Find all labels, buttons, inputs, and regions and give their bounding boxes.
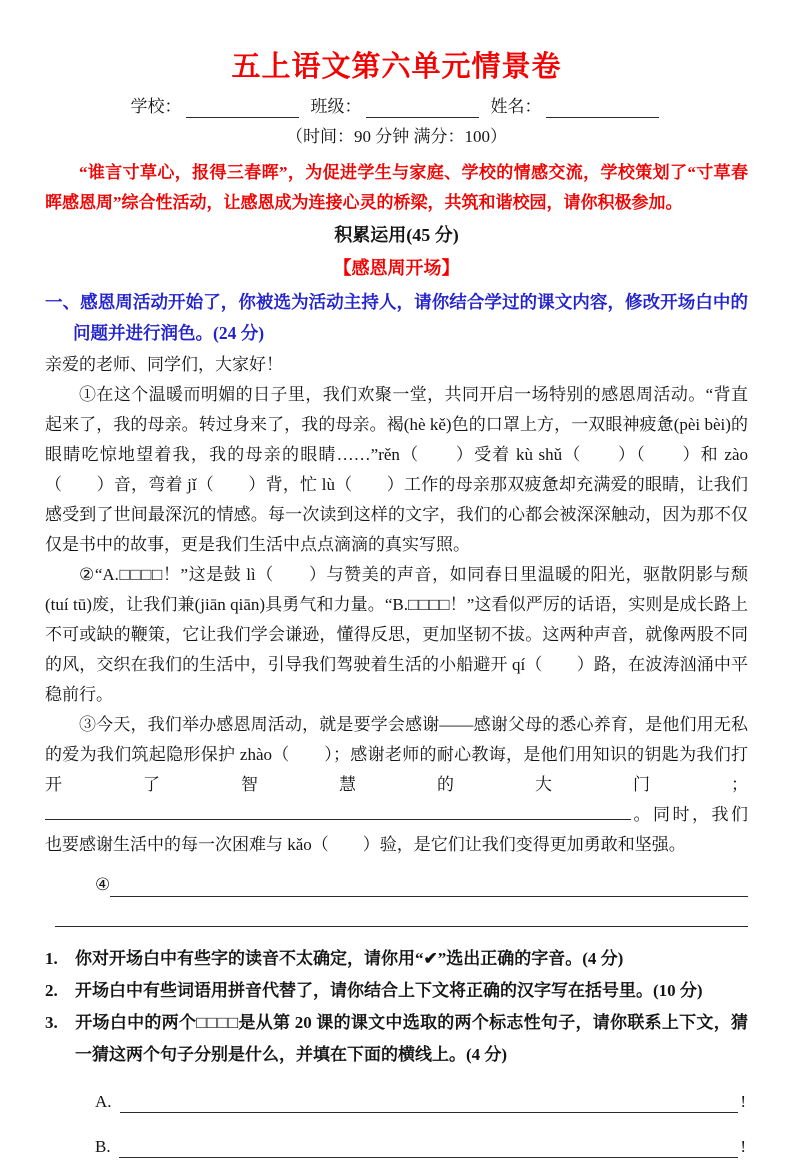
name-blank-line xyxy=(546,98,659,118)
question-3-number: 3. xyxy=(45,1013,58,1032)
question-one-number: 一、 xyxy=(45,292,81,312)
question-item-3 xyxy=(45,1007,748,1071)
answer-continuation-line xyxy=(55,926,748,927)
question-3-text: 开场白中的两个□□□□是从第 20 课的课文中选取的两个标志性句子，请你联系上下文，猜一猜这两个句子分别是什么，并填在下面的横线上。(4 分) xyxy=(75,1013,748,1064)
answer-row-b xyxy=(95,1131,746,1161)
speech-paragraph-3 xyxy=(45,710,748,860)
school-blank-line xyxy=(186,98,299,118)
time-score-line: （时间：90 分钟 满分：100） xyxy=(286,127,507,146)
answer-row-a xyxy=(95,1086,746,1116)
speech-paragraph-1: ①在这个温暖而明媚的日子里，我们欢聚一堂，共同开启一场特别的感恩周活动。“背直起来了，我的母亲。转过身来了，我的母亲。褐(hè kě)色的口罩上方，一双眼神疲惫(pèi bèi)的眼睛吃惊地望着我，我的母亲的眼睛……”rěn（ ）受着 kù shǔ（ ）（ ）和 zào（ ）音，弯着 jǐ（ ）背，忙 lù（ ）工作的母亲那双疲惫却充满爱的眼睛，让我们感受到了世间最深沉的情感。每一次读到这样的文字，我们的心都会被深深触动，因为那不仅仅是书中的故事，更是我们生活中点点滴滴的真实写照。 xyxy=(45,385,748,554)
intro-paragraph: “谁言寸草心，报得三春晖”，为促进学生与家庭、学校的情感交流，学校策划了“寸草春晖感恩周”综合性活动，让感恩成为连接心灵的桥梁，共筑和谐校园，请你积极参加。 xyxy=(45,163,748,212)
answer-a-label: A. xyxy=(95,1092,112,1111)
class-label: 班级： xyxy=(310,97,362,116)
page-title: 五上语文第六单元情景卷 xyxy=(231,51,562,83)
answer-a-exclamation: ! xyxy=(740,1092,746,1111)
student-info-row xyxy=(45,94,748,120)
name-field xyxy=(491,94,663,120)
question-1-text: 你对开场白中有些字的读音不太确定，请你用“✔”选出正确的字音。(4 分) xyxy=(75,949,624,968)
paragraph-4-answer-row xyxy=(95,870,748,900)
question-2-number: 2. xyxy=(45,981,58,1000)
question-1-number: 1. xyxy=(45,949,58,968)
speech-greeting: 亲爱的老师、同学们，大家好！ xyxy=(45,355,283,374)
question-item-1 xyxy=(45,943,748,975)
speech-paragraph-3-before-blank: ③今天，我们举办感恩周活动，就是要学会感谢——感谢父母的悉心养育，是他们用无私的爱为我们筑起隐形保护 zhào（ ）；感谢老师的耐心教诲，是他们用知识的钥匙为我们打开了智慧的大门； xyxy=(45,715,748,794)
answer-a-line xyxy=(120,1091,739,1113)
answer-b-line xyxy=(119,1136,739,1158)
school-label: 学校： xyxy=(130,97,182,116)
answer-b-label: B. xyxy=(95,1137,111,1156)
section-heading: 积累运用(45 分) xyxy=(334,225,459,245)
fill-in-blank-line xyxy=(45,802,631,820)
question-list xyxy=(45,943,748,1071)
name-label: 姓名： xyxy=(490,97,542,116)
class-field xyxy=(311,94,483,120)
paragraph-4-marker: ④ xyxy=(95,875,111,894)
speech-paragraph-3-after-blank: 。同时，我们也要感谢生活中的每一次困难与 kǎo（ ）验，是它们让我们变得更加勇敢和坚强。 xyxy=(45,805,748,854)
speech-paragraph-2: ②“A.□□□□！”这是鼓 lì（ ）与赞美的声音，如同春日里温暖的阳光，驱散阴影与颓(tuí tū)废，让我们兼(jiān qiān)具勇气和力量。“B.□□□□！”这看似严厉的话语，实则是成长路上不可或缺的鞭策，它让我们学会谦逊，懂得反思，更加坚韧不拔。这两种声音，就像两股不同的风，交织在我们的生活中，引导我们驾驶着生活的小船避开 qí（ ）路，在波涛汹涌中平稳前行。 xyxy=(45,565,748,704)
paragraph-4-answer-line xyxy=(110,873,748,897)
question-2-text: 开场白中有些词语用拼音代替了，请你结合上下文将正确的汉字写在括号里。(10 分) xyxy=(75,981,703,1000)
question-item-2 xyxy=(45,975,748,1007)
stage-heading: 【感恩周开场】 xyxy=(333,258,460,278)
answer-b-exclamation: ! xyxy=(740,1137,746,1156)
class-blank-line xyxy=(366,98,479,118)
question-one-heading xyxy=(45,287,748,349)
school-field xyxy=(131,94,303,120)
question-one-text: 感恩周活动开始了，你被选为活动主持人，请你结合学过的课文内容，修改开场白中的问题并进行润色。(24 分) xyxy=(73,292,748,343)
